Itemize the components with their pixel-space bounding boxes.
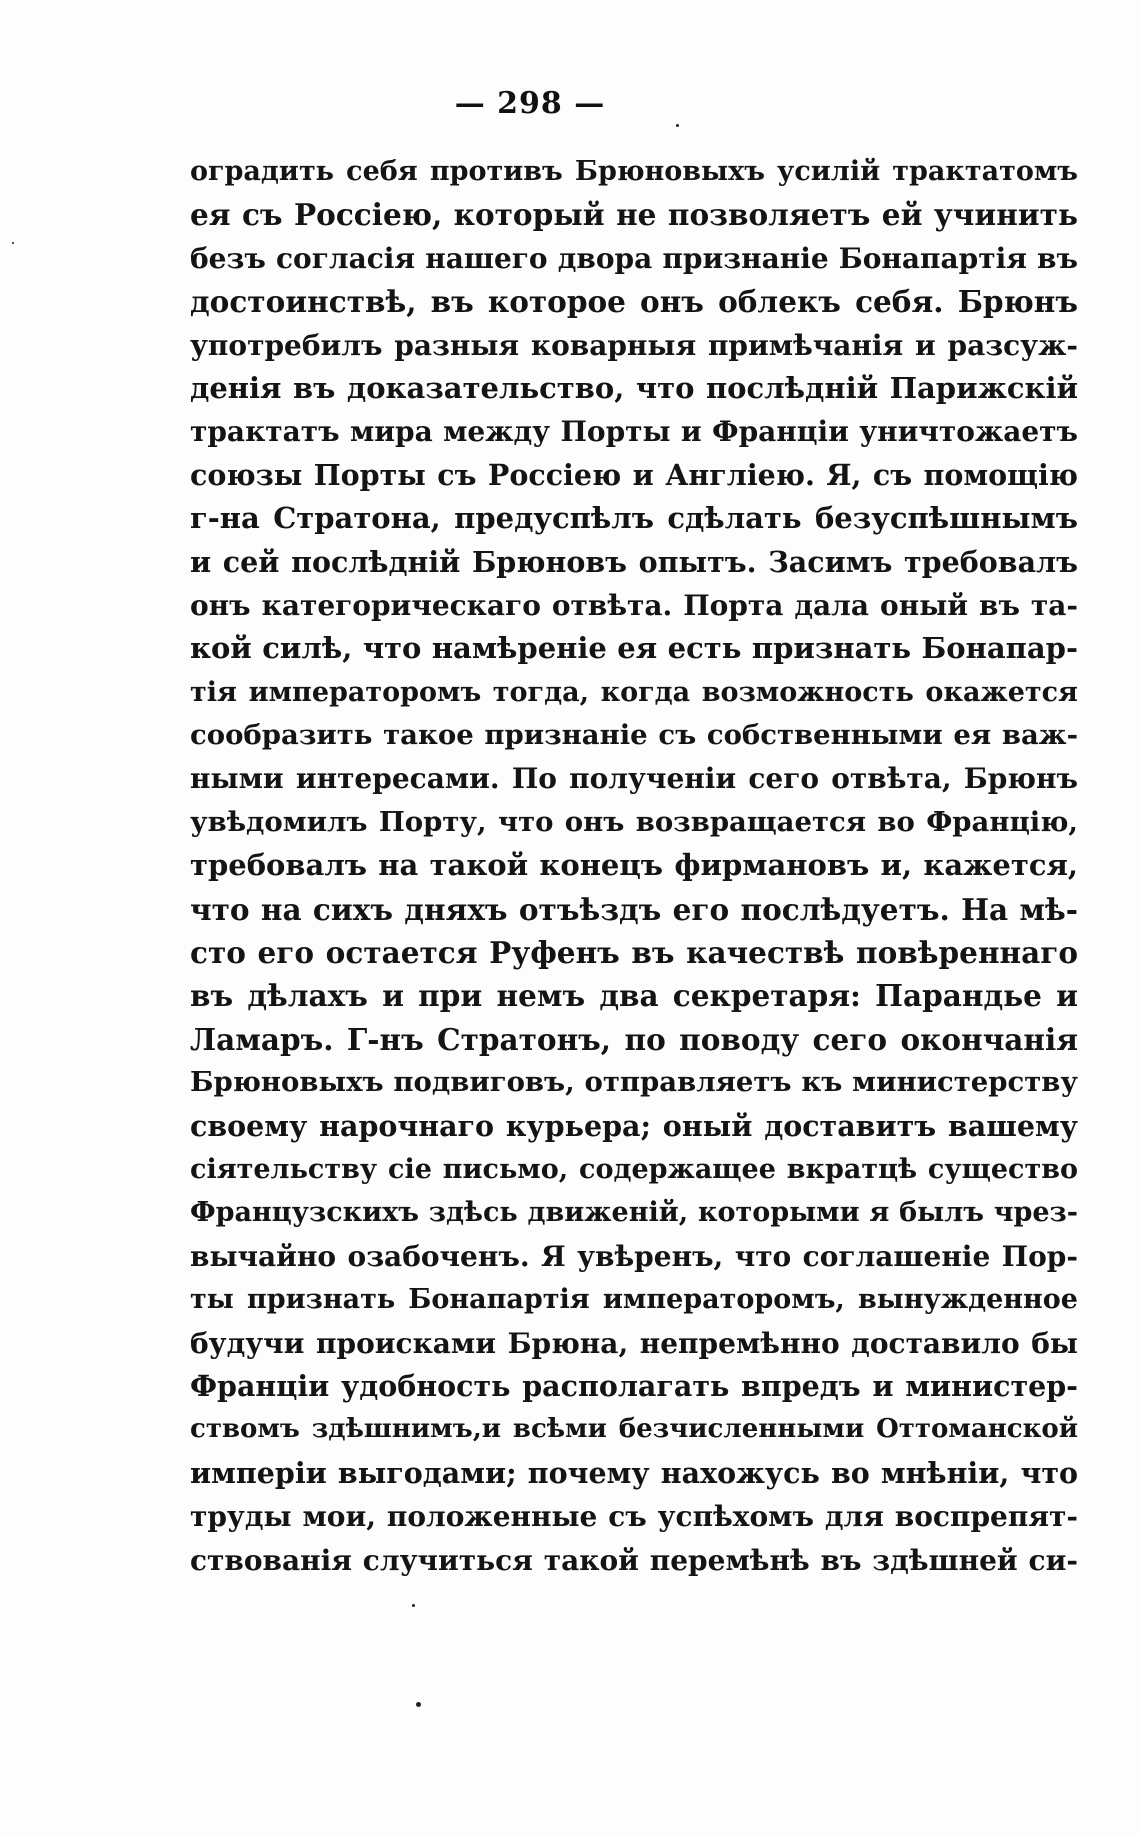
text-line: имперіи выгодами; почему нахожусь во мнѣніи, что bbox=[190, 1455, 1078, 1490]
body-text bbox=[190, 150, 1078, 1582]
text-line: союзы Порты съ Россіею и Англіею. Я, съ помощію bbox=[190, 457, 1078, 492]
text-line: въ дѣлахъ и при немъ два секретаря: Парандье и bbox=[190, 978, 1078, 1014]
text-line: сіятельству сіе письмо, содержащее вкратцѣ существо bbox=[190, 1153, 1078, 1185]
text-line: ствомъ здѣшнимъ,и всѣми безчисленными Оттоманской bbox=[190, 1414, 1078, 1445]
text-line: употребилъ разныя коварныя примѣчанія и разсуж- bbox=[190, 328, 1078, 362]
text-line: Франціи удобность располагать впредъ и министер- bbox=[190, 1368, 1078, 1403]
page-number: — 298 — bbox=[454, 86, 606, 121]
scan-speck bbox=[412, 1604, 415, 1607]
text-line: требовалъ на такой конецъ фирмановъ и, кажется, bbox=[190, 848, 1078, 883]
text-line: что на сихъ дняхъ отъѣздъ его послѣдуетъ. На мѣ- bbox=[190, 891, 1078, 927]
text-line: ты признать Бонапартія императоромъ, вынужденное bbox=[190, 1284, 1078, 1316]
text-line: своему нарочнаго курьера; оный доставитъ вашему bbox=[190, 1108, 1078, 1143]
text-line: ея съ Россіею, который не позволяетъ ей учинить bbox=[190, 197, 1078, 233]
scan-speck bbox=[676, 124, 679, 127]
text-line: достоинствѣ, въ которое онъ облекъ себя. Брюнъ bbox=[190, 284, 1078, 320]
text-line: вычайно озабоченъ. Я увѣренъ, что соглашеніе Пор- bbox=[190, 1239, 1078, 1273]
text-line: кой силѣ, что намѣреніе ея есть признать Бонапар- bbox=[190, 631, 1078, 666]
text-line: денія въ доказательство, что послѣдній Парижскій bbox=[190, 370, 1078, 405]
text-line: ными интересами. По полученіи сего отвѣта, Брюнъ bbox=[190, 762, 1078, 796]
text-line: увѣдомилъ Порту, что онъ возвращается во Францію, bbox=[190, 805, 1078, 838]
scan-speck bbox=[416, 1702, 421, 1707]
text-line: оградить себя противъ Брюновыхъ усилій трактатомъ bbox=[190, 156, 1078, 187]
text-line: Ламаръ. Г-нъ Стратонъ, по поводу сего окончанія bbox=[190, 1021, 1078, 1057]
text-line: и сей послѣдній Брюновъ опытъ. Засимъ требовалъ bbox=[190, 544, 1078, 579]
text-line: труды мои, положенные съ успѣхомъ для воспрепят- bbox=[190, 1500, 1078, 1534]
text-line: Брюновыхъ подвиговъ, отправляетъ къ министерству bbox=[190, 1066, 1078, 1099]
text-line: г-на Стратона, предуспѣлъ сдѣлать безуспѣшнымъ bbox=[190, 501, 1078, 536]
text-line: ствованія случиться такой перемѣнѣ въ здѣшней си- bbox=[190, 1543, 1078, 1577]
text-line: сообразить такое признаніе съ собственными ея важ- bbox=[190, 719, 1078, 752]
text-line: трактатъ мира между Порты и Франціи уничтожаетъ bbox=[190, 415, 1078, 449]
text-line: онъ категорическаго отвѣта. Порта дала оный въ та- bbox=[190, 588, 1078, 622]
text-line: сто его остается Руфенъ въ качествѣ повѣреннаго bbox=[190, 935, 1078, 971]
text-line: тія императоромъ тогда, когда возможность окажется bbox=[190, 676, 1078, 708]
scan-speck bbox=[12, 242, 14, 244]
text-line: Французскихъ здѣсь движеній, которыми я былъ чрез- bbox=[190, 1197, 1078, 1229]
text-line: безъ согласія нашего двора признаніе Бонапартія въ bbox=[190, 241, 1078, 275]
text-line: будучи происками Брюна, непремѣнно доставило бы bbox=[190, 1326, 1078, 1360]
